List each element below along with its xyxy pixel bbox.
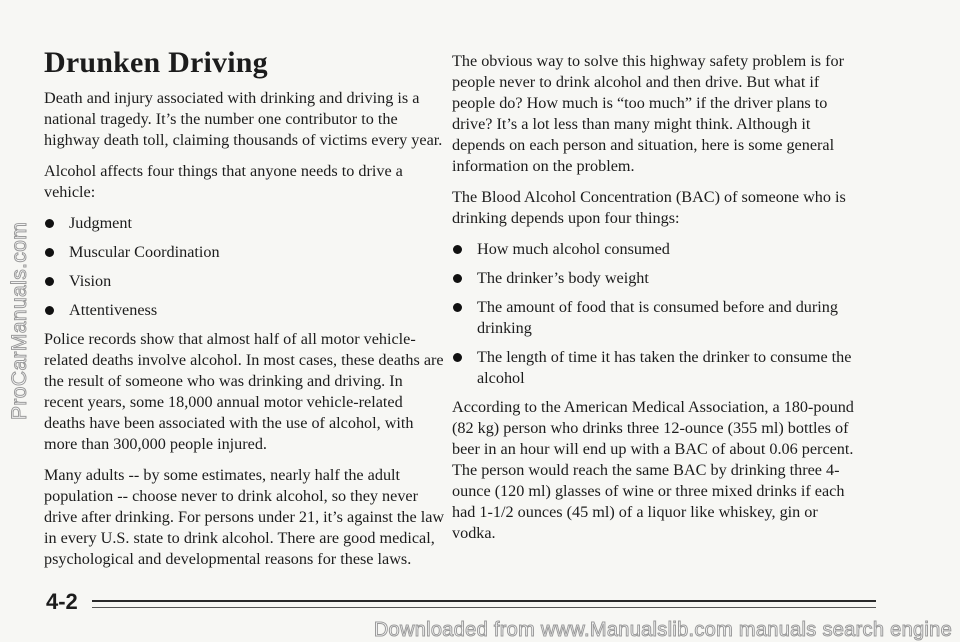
bottom-watermark: Downloaded from www.Manualslib.com manuals search engine	[373, 619, 952, 641]
footer-rule	[92, 600, 876, 602]
intro-paragraph: Death and injury associated with drinking and driving is a national tragedy. It’s the number one contributor to the highway death toll, claiming thousands of victims every year.	[44, 89, 443, 149]
adults-paragraph: Many adults -- by some estimates, nearly half the adult population -- choose never to drink alcohol, so they never drive after drinking. For persons under 21, it’s against the law in every U.S. state to drink alcohol. There are good medical, psychological and developmental reasons for these laws.	[44, 466, 445, 568]
ama-paragraph: According to the American Medical Association, a 180-pound (82 kg) person who drinks three 12-ounce (355 ml) bottles of beer in an hour will end up with a BAC of about 0.06 percent. The person would reach the same BAC by drinking three 4-ounce (120 ml) glasses of wine or three mixed drinks if each had 1-1/2 ounces (45 ml) of a liquor like whiskey, gin or vodka.	[452, 398, 854, 542]
footer-rule-thin	[92, 607, 876, 608]
police-records-paragraph: Police records show that almost half of all motor vehicle-related deaths involve alcohol. In most cases, these deaths are the result of someone who was drinking and driving. In recent years, some 18,000 annual motor vehicle-related deaths have been associated with the use of alcohol, with more than 300,000 people injured.	[44, 330, 444, 453]
bac-factors-list	[452, 239, 862, 389]
list-item: The length of time it has taken the drinker to consume the alcohol	[452, 347, 862, 389]
list-item: Judgment	[44, 213, 446, 234]
alcohol-affects-paragraph: Alcohol affects four things that anyone needs to drive a vehicle:	[44, 162, 403, 201]
affects-list	[44, 213, 446, 321]
page-title: Drunken Driving	[44, 46, 268, 79]
list-item: Attentiveness	[44, 300, 446, 321]
left-column	[44, 46, 446, 580]
right-column	[452, 46, 862, 554]
list-item: Muscular Coordination	[44, 242, 446, 263]
list-item: Vision	[44, 271, 446, 292]
list-item: How much alcohol consumed	[452, 239, 862, 260]
page-number: 4-2	[46, 589, 78, 614]
list-item: The drinker’s body weight	[452, 268, 862, 289]
bac-paragraph: The Blood Alcohol Concentration (BAC) of someone who is drinking depends upon four things:	[452, 188, 846, 227]
list-item: The amount of food that is consumed before and during drinking	[452, 297, 862, 339]
solution-paragraph: The obvious way to solve this highway safety problem is for people never to drink alcohol and then drive. But what if people do? How much is “too much” if the driver plans to drive? It’s a lot less than many might think. Although it depends on each person and situation, here is some general information on the problem.	[452, 52, 845, 175]
side-watermark: ProCarManuals.com	[8, 221, 31, 420]
